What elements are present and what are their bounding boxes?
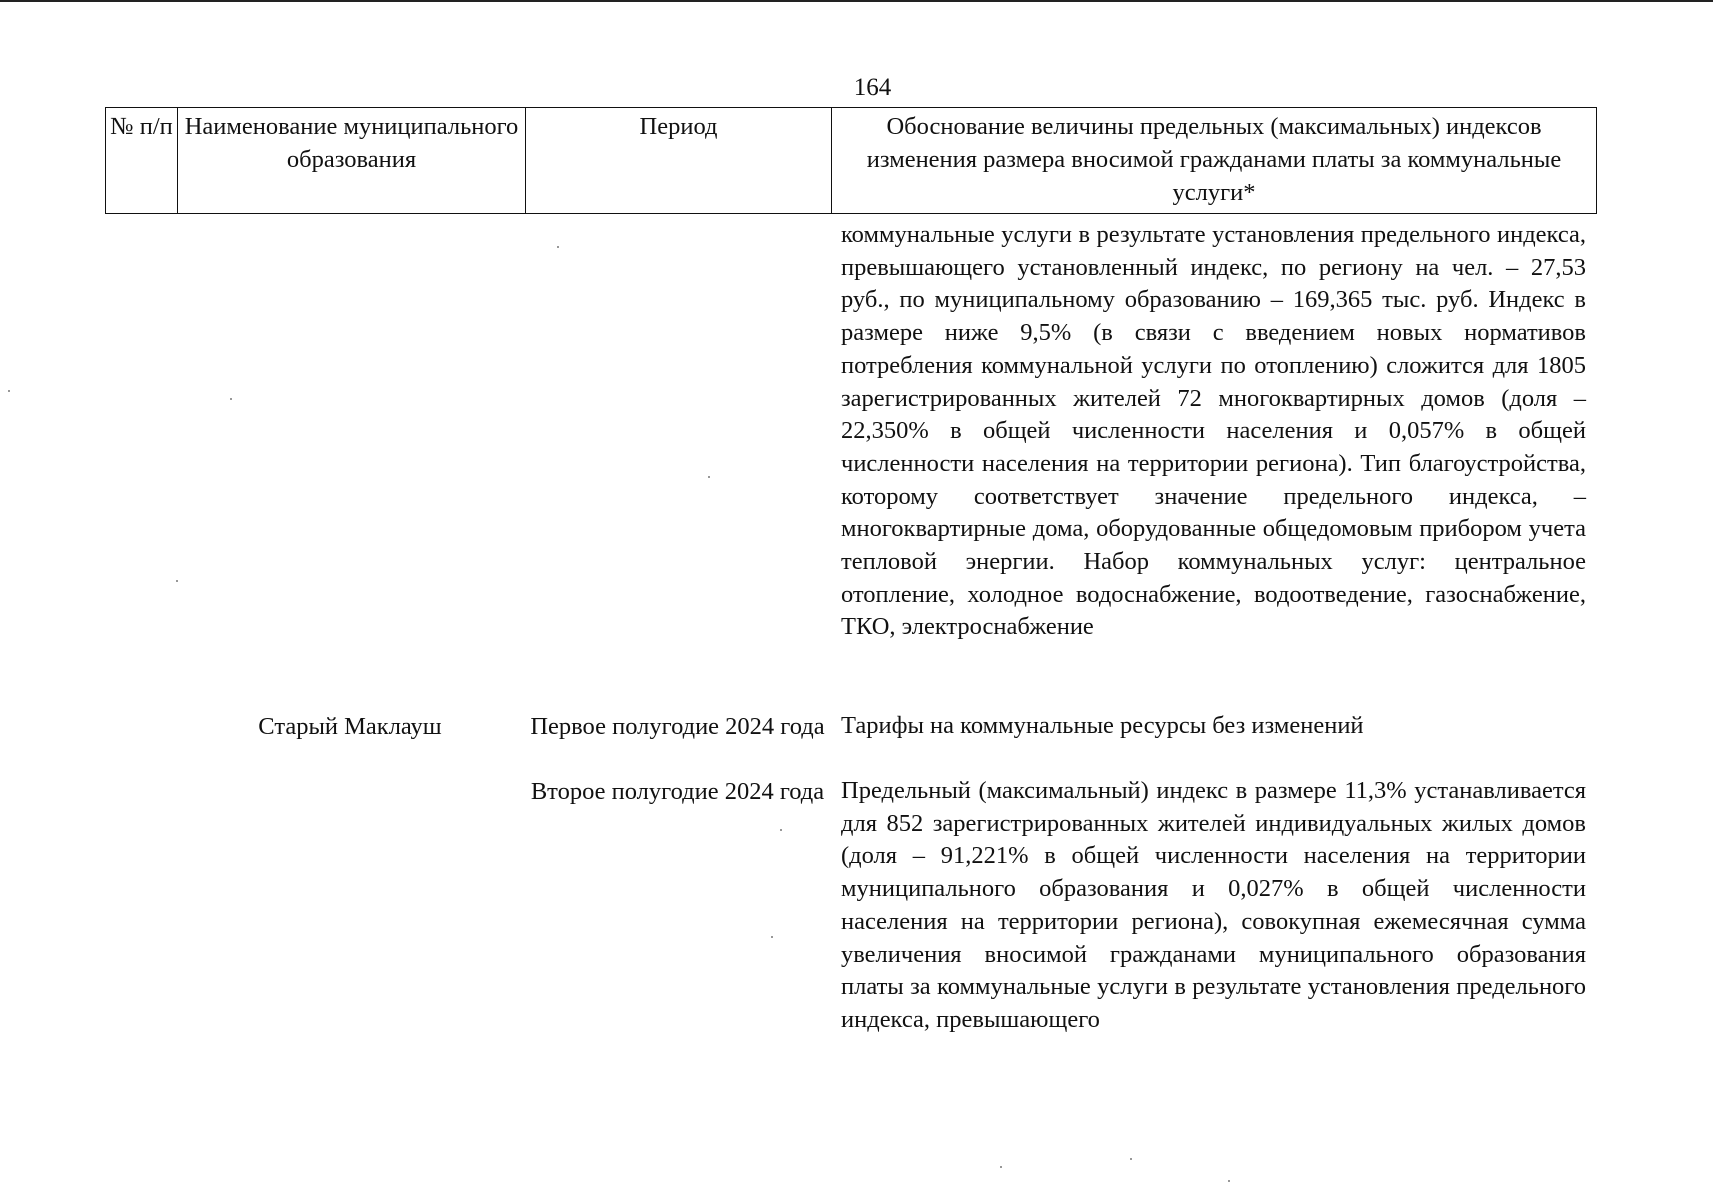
scan-speck — [1000, 1166, 1002, 1168]
scan-speck — [1130, 1158, 1132, 1160]
scan-speck — [176, 580, 178, 582]
municipality-name: Старый Маклауш — [258, 713, 442, 740]
table-header-row — [106, 108, 1597, 214]
header-municipality: Наименование муниципального образования — [178, 108, 526, 214]
page-top-border — [0, 0, 1713, 2]
scan-speck — [771, 936, 773, 938]
table-header — [105, 107, 1597, 214]
scan-speck — [780, 829, 782, 831]
scan-speck — [557, 246, 559, 248]
header-number: № п/п — [106, 108, 178, 214]
scan-speck — [230, 398, 232, 400]
header-period: Период — [526, 108, 832, 214]
period-first-half: Первое полугодие 2024 года — [530, 713, 825, 740]
justification-second-half: Предельный (максимальный) индекс в размере 11,3% устанавливается для 852 зарегистрированных жителей индивидуальных жилых домов (доля – 91,221% в общей численности населения на территории муниципального образования и 0,027% в общей численности населения на территории региона), совокупная ежемесячная сумма увеличения вносимой гражданами муниципального образования платы за коммунальные услуги в результате установления предельного индекса, превышающего — [841, 777, 1586, 1033]
row-continuation-justification: коммунальные услуги в результате установления предельного индекса, превышающего установленный индекс, по региону на чел. – 27,53 руб., по муниципальному образованию – 169,365 тыс. руб. Индекс в размере ниже 9,5% (в связи с введением новых нормативов потребления коммунальной услуги по отоплению) сложится для 1805 зарегистрированных жителей 72 многоквартирных домов (доля – 22,350% в общей численности населения и 0,057% в общей численности населения на территории региона). Тип благоустройства, которому соответствует значение предельного индекса, – многоквартирные дома, оборудованные общедомовым прибором учета тепловой энергии. Набор коммунальных услуг: центральное отопление, холодное водоснабжение, водоотведение, газоснабжение, ТКО, электроснабжение — [841, 221, 1586, 641]
period-second-half: Второе полугодие 2024 года — [530, 778, 825, 805]
header-justification: Обоснование величины предельных (максимальных) индексов изменения размера вносимой гражданами платы за коммунальные услуги* — [832, 108, 1597, 214]
scan-speck — [8, 390, 10, 392]
justification-first-half: Тарифы на коммунальные ресурсы без изменений — [841, 712, 1364, 739]
page-number: 164 — [853, 74, 892, 101]
scan-speck — [708, 476, 710, 478]
scan-speck — [1228, 1180, 1230, 1182]
